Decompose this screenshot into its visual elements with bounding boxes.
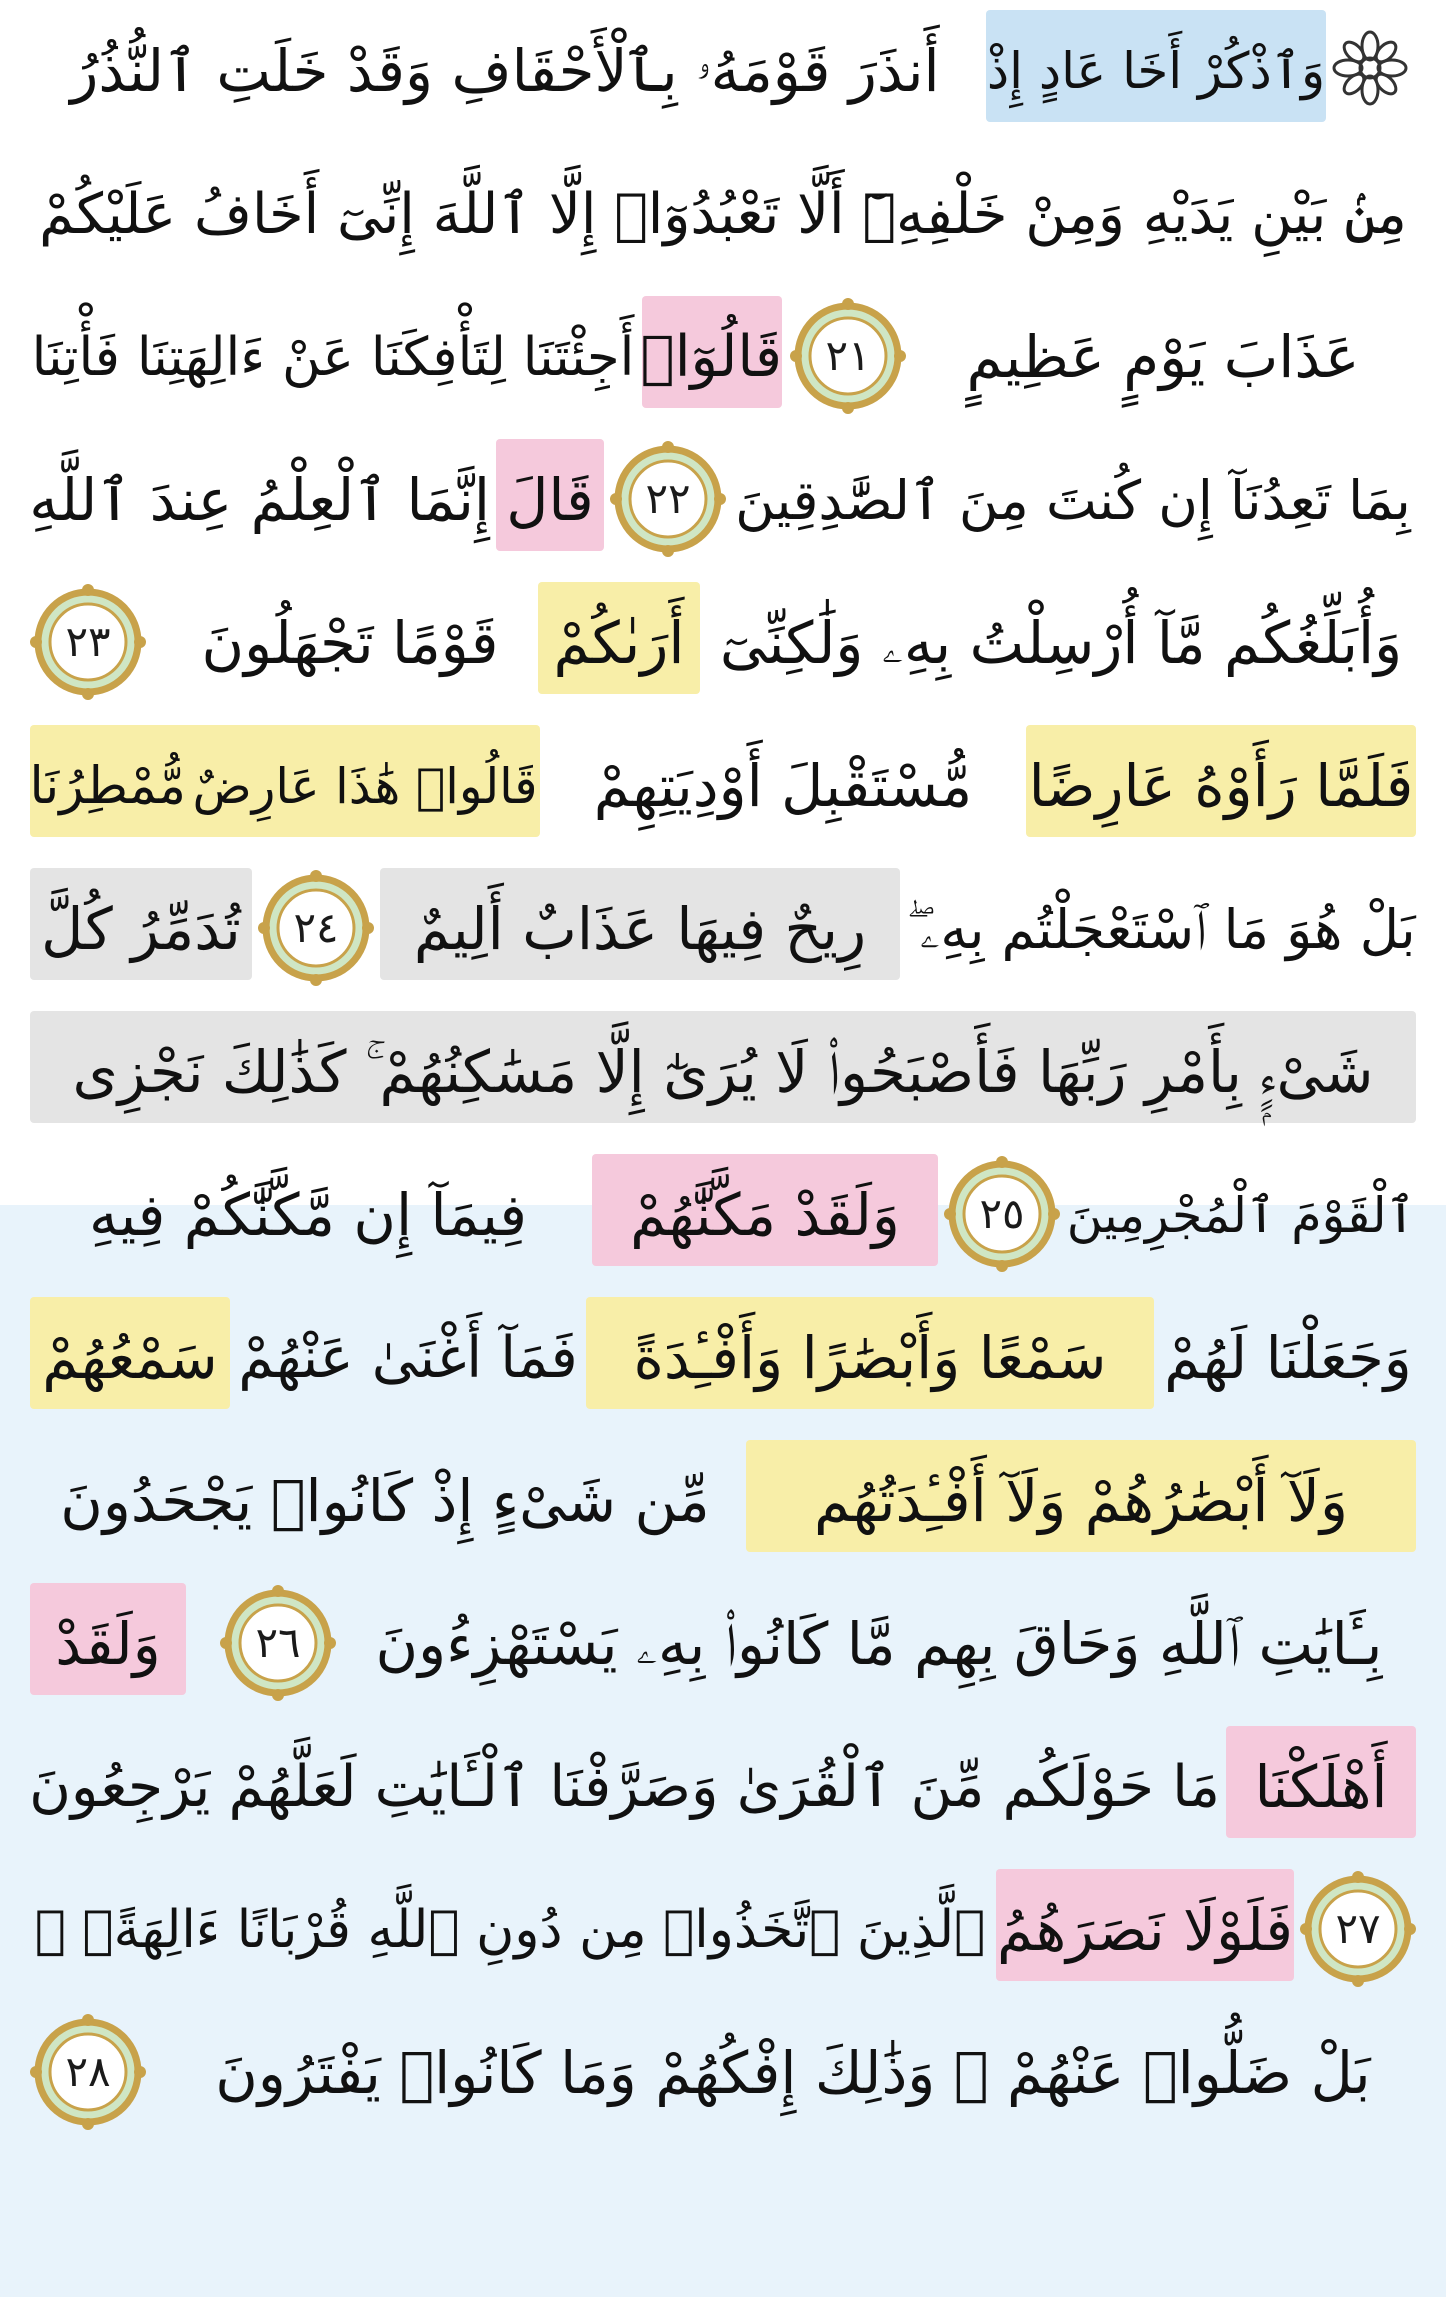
verse-text: بِمَا تَعِدُنَآ إِن كُنتَ مِنَ ٱلصَّٰدِقِينَ [735, 469, 1411, 532]
verse-text: شَىْءٍۭ بِأَمْرِ رَبِّهَا فَأَصْبَحُوا۟ لَا يُرَىٰٓ إِلَّا مَسَٰكِنُهُمْ ۚ كَذَٰلِكَ نَجْزِى [72, 1038, 1374, 1106]
verse-text: قَالُوٓا۟ [640, 324, 782, 390]
verse-number: ٢٨ [65, 2047, 111, 2096]
verse-text: فِيمَآ إِن مَّكَّنَّٰكُمْ فِيهِ [88, 1181, 527, 1249]
quran-line [30, 1859, 1416, 2002]
verse-text: رِيحٌ فِيهَا عَذَابٌ أَلِيمٌ [413, 895, 867, 963]
verse-text: قَالُوا۟ هَٰذَا عَارِضٌ [192, 758, 538, 815]
verse-end-marker [30, 584, 146, 700]
verse-text: مِّن شَىْءٍ إِذْ كَانُوا۟ يَجْحَدُونَ [60, 1467, 710, 1535]
verse-text: فَلَمَّا رَأَوْهُ عَارِضًا [1028, 752, 1414, 820]
verse-number: ٢٦ [255, 1618, 301, 1667]
verse-text: سَمْعًا وَأَبْصَٰرًا وَأَفْـِٔدَةً [633, 1324, 1107, 1392]
verse-text: فَلَوْلَا نَصَرَهُمُ [996, 1896, 1294, 1964]
verse-text: أَهْلَكْنَا [1254, 1753, 1388, 1821]
verse-text: وَلَقَدْ مَكَّنَّٰهُمْ [630, 1181, 900, 1249]
quran-line [30, 286, 1416, 429]
verse-number: ٢٣ [65, 617, 111, 666]
verse-end-marker [944, 1156, 1060, 1272]
verse-text: مَا حَوْلَكُم مِّنَ ٱلْقُرَىٰ وَصَرَّفْنَا ٱلْـَٔايَٰتِ لَعَلَّهُمْ يَرْجِعُونَ [29, 1754, 1220, 1820]
quran-line [30, 1573, 1416, 1716]
verse-text: قَالَ [506, 466, 594, 534]
quran-line [30, 1144, 1416, 1287]
quran-line [30, 1001, 1416, 1144]
quran-line [30, 0, 1416, 143]
verse-text: وَجَعَلْنَا لَهُمْ [1164, 1324, 1412, 1392]
verse-text: تُدَمِّرُ كُلَّ [41, 895, 241, 963]
quran-line [30, 1716, 1416, 1859]
verse-text: وَأُبَلِّغُكُم مَّآ أُرْسِلْتُ بِهِۦ وَلَٰكِنِّىٓ [719, 609, 1403, 677]
quran-line [30, 572, 1416, 715]
quran-line [30, 429, 1416, 572]
verse-number: ٢٤ [293, 903, 339, 952]
flower-ornament-icon [1330, 28, 1410, 108]
verse-end-marker [30, 2014, 146, 2130]
quran-line [30, 1430, 1416, 1573]
quran-line [30, 715, 1416, 858]
verse-text: أَنذَرَ قَوْمَهُۥ بِٱلْأَحْقَافِ وَقَدْ خَلَتِ ٱلنُّذُرُ [70, 37, 940, 105]
verse-text: بِـَٔايَٰتِ ٱللَّهِ وَحَاقَ بِهِم مَّا كَانُوا۟ بِهِۦ يَسْتَهْزِءُونَ [375, 1610, 1383, 1678]
verse-text: إِنَّمَا ٱلْعِلْمُ عِندَ ٱللَّهِ [29, 466, 490, 534]
verse-end-marker [790, 298, 906, 414]
verse-number: ٢١ [825, 331, 871, 380]
verse-text: وَلَقَدْ [55, 1610, 161, 1678]
verse-text: ٱلَّذِينَ ٱتَّخَذُوا۟ مِن دُونِ ٱللَّهِ قُرْبَانًا ءَالِهَةًۢ ۖ [34, 1900, 986, 1960]
quran-line [30, 1287, 1416, 1430]
verse-text: عَذَابَ يَوْمٍ عَظِيمٍ [966, 323, 1360, 391]
verse-text: مِنۢ بَيْنِ يَدَيْهِ وَمِنْ خَلْفِهِۦٓ أَلَّا تَعْبُدُوٓا۟ إِلَّا ٱللَّهَ إِنِّىٓ أَخَافُ عَلَيْكُمْ [39, 182, 1407, 247]
verse-number: ٢٢ [645, 474, 691, 523]
verse-text: أَجِئْتَنَا لِتَأْفِكَنَا عَنْ ءَالِهَتِنَا فَأْتِنَا [31, 327, 635, 388]
verse-end-marker [610, 441, 726, 557]
verse-text: وَلَآ أَبْصَٰرُهُمْ وَلَآ أَفْـِٔدَتُهُم [814, 1467, 1348, 1535]
verse-text: بَلْ ضَلُّوا۟ عَنْهُمْ ۚ وَذَٰلِكَ إِفْكُهُمْ وَمَا كَانُوا۟ يَفْتَرُونَ [215, 2039, 1371, 2107]
verse-end-marker [258, 870, 374, 986]
verse-text: مُّمْطِرُنَا [29, 757, 186, 816]
verse-text: مُّسْتَقْبِلَ أَوْدِيَتِهِمْ [593, 752, 973, 820]
verse-text: فَمَآ أَغْنَىٰ عَنْهُمْ [238, 1325, 578, 1391]
verse-number: ٢٧ [1335, 1904, 1381, 1953]
verse-text: أَرَىٰكُمْ [553, 609, 685, 677]
verse-end-marker [1300, 1871, 1416, 1987]
quran-line [30, 2002, 1416, 2145]
verse-text: سَمْعُهُمْ [42, 1324, 218, 1392]
verse-number: ٢٥ [979, 1189, 1025, 1238]
verse-text: قَوْمًا تَجْهَلُونَ [201, 609, 499, 677]
verse-end-marker [220, 1585, 336, 1701]
quran-line [30, 858, 1416, 1001]
verse-text: بَلْ هُوَ مَا ٱسْتَعْجَلْتُم بِهِۦ ۖ [906, 898, 1416, 961]
quran-line [30, 143, 1416, 286]
verse-text: ٱلْقَوْمَ ٱلْمُجْرِمِينَ [1066, 1187, 1416, 1244]
verse-text: وَٱذْكُرْ أَخَا عَادٍ إِذْ [986, 42, 1326, 100]
